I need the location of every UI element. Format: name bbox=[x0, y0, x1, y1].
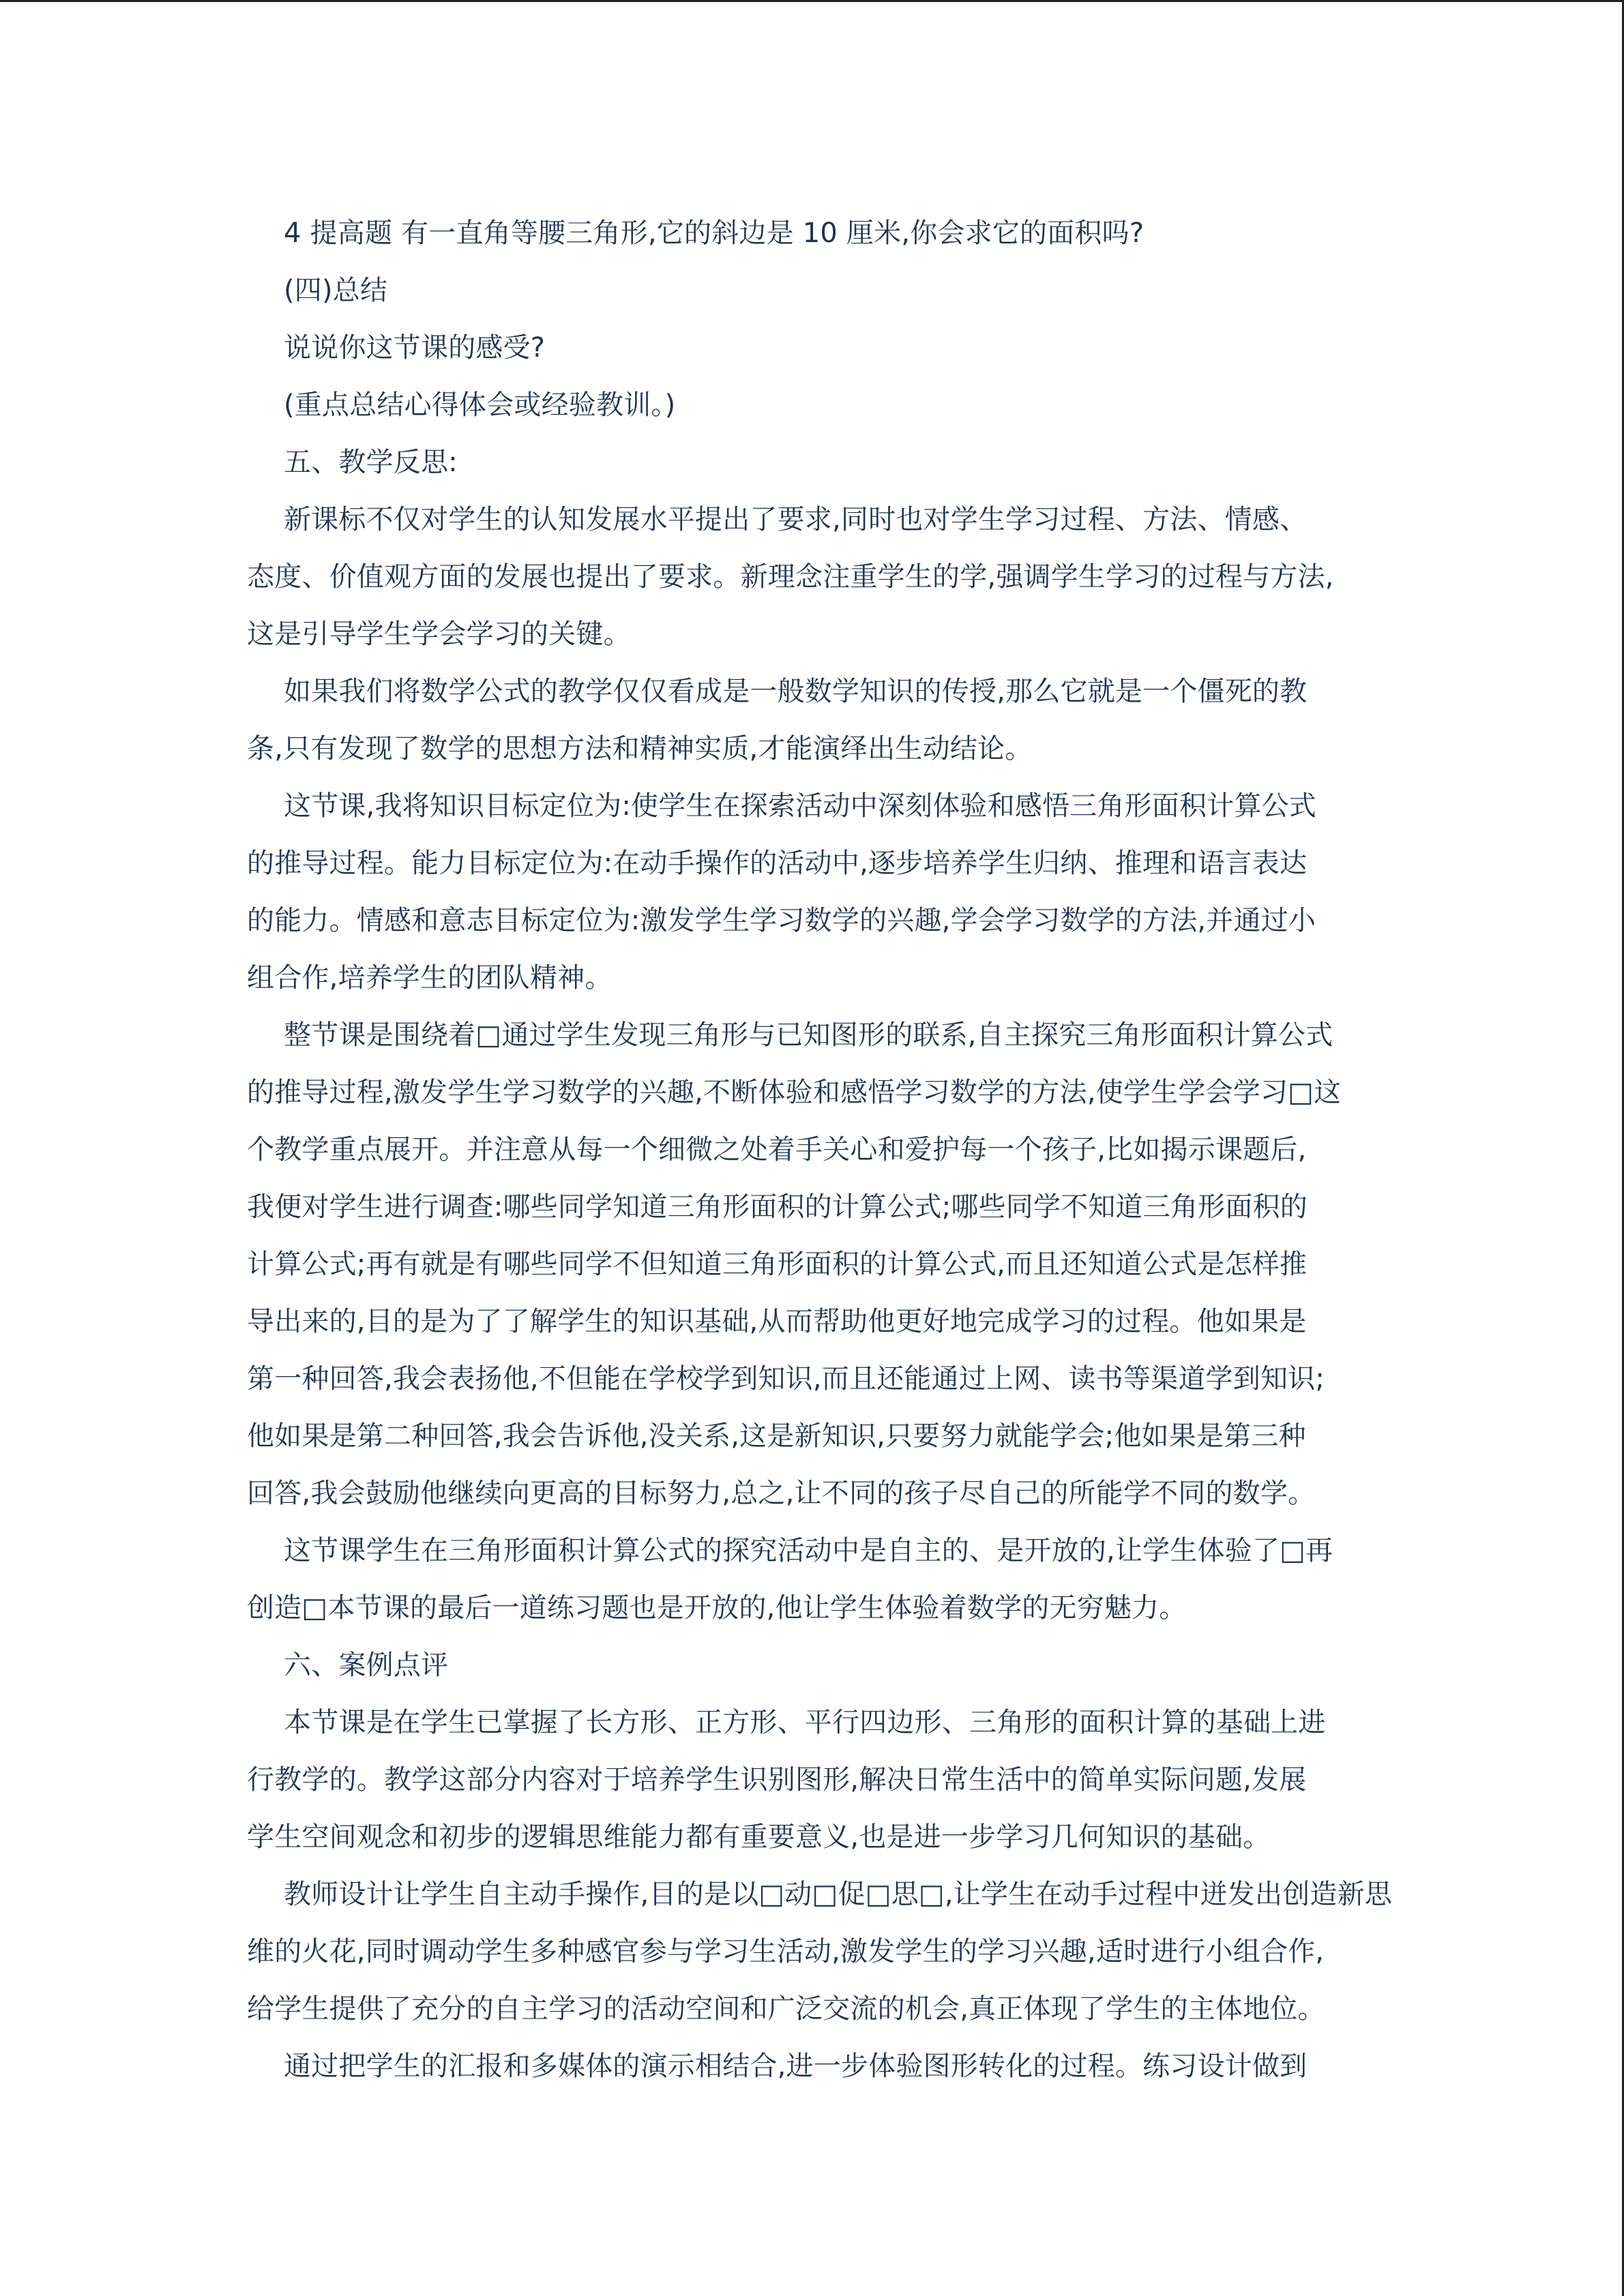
text-line: 态度、价值观方面的发展也提出了要求。新理念注重学生的学,强调学生学习的过程与方法, bbox=[247, 561, 1334, 593]
text-line: 回答,我会鼓励他继续向更高的目标努力,总之,让不同的孩子尽自己的所能学不同的数学。 bbox=[247, 1478, 1316, 1509]
text-line: 组合作,培养学生的团队精神。 bbox=[247, 962, 612, 994]
text-line: 这节课,我将知识目标定位为:使学生在探索活动中深刻体验和感悟三角形面积计算公式 bbox=[284, 790, 1316, 822]
text-line: 通过把学生的汇报和多媒体的演示相结合,进一步体验图形转化的过程。练习设计做到 bbox=[284, 2051, 1308, 2082]
text-line: 本节课是在学生已掌握了长方形、正方形、平行四边形、三角形的面积计算的基础上进 bbox=[284, 1707, 1326, 1738]
text-line: 4 提高题 有一直角等腰三角形,它的斜边是 10 厘米,你会求它的面积吗? bbox=[284, 218, 1145, 249]
text-line: 我便对学生进行调查:哪些同学知道三角形面积的计算公式;哪些同学不知道三角形面积的 bbox=[247, 1191, 1308, 1223]
text-line: 导出来的,目的是为了了解学生的知识基础,从而帮助他更好地完成学习的过程。他如果是 bbox=[247, 1306, 1307, 1337]
text-line: 他如果是第二种回答,我会告诉他,没关系,这是新知识,只要努力就能学会;他如果是第三种 bbox=[247, 1420, 1306, 1452]
text-line: 五、教学反思: bbox=[284, 447, 458, 478]
text-line: 六、案例点评 bbox=[284, 1650, 449, 1681]
text-line: 条,只有发现了数学的思想方法和精神实质,才能演绎出生动结论。 bbox=[247, 733, 1033, 764]
document-body bbox=[247, 205, 1393, 2095]
text-line: 的推导过程,激发学生学习数学的兴趣,不断体验和感悟学习数学的方法,使学生学会学习□这 bbox=[247, 1077, 1342, 1108]
text-line: 第一种回答,我会表扬他,不但能在学校学到知识,而且还能通过上网、读书等渠道学到知识; bbox=[247, 1363, 1325, 1395]
text-line: 教师设计让学生自主动手操作,目的是以□动□促□思□,让学生在动手过程中迸发出创造新思 bbox=[284, 1879, 1393, 1910]
page-border-top bbox=[0, 0, 1624, 2]
text-line: 学生空间观念和初步的逻辑思维能力都有重要意义,也是进一步学习几何知识的基础。 bbox=[247, 1821, 1271, 1853]
text-line: 个教学重点展开。并注意从每一个细微之处着手关心和爱护每一个孩子,比如揭示课题后, bbox=[247, 1134, 1307, 1165]
text-line: 如果我们将数学公式的教学仅仅看成是一般数学知识的传授,那么它就是一个僵死的教 bbox=[284, 676, 1308, 707]
text-line: 这节课学生在三角形面积计算公式的探究活动中是自主的、是开放的,让学生体验了□再 bbox=[284, 1535, 1333, 1566]
text-line: (四)总结 bbox=[284, 275, 388, 306]
text-line: 这是引导学生学会学习的关键。 bbox=[247, 618, 631, 650]
text-line: 给学生提供了充分的自主学习的活动空间和广泛交流的机会,真正体现了学生的主体地位。 bbox=[247, 1993, 1325, 2025]
text-line: 创造□本节课的最后一道练习题也是开放的,他让学生体验着数学的无穷魅力。 bbox=[247, 1592, 1187, 1624]
text-line: 说说你这节课的感受? bbox=[284, 332, 546, 363]
text-line: 行教学的。教学这部分内容对于培养学生识别图形,解决日常生活中的简单实际问题,发展 bbox=[247, 1764, 1307, 1795]
text-line: 的能力。情感和意志目标定位为:激发学生学习数学的兴趣,学会学习数学的方法,并通过小 bbox=[247, 905, 1316, 936]
text-line: (重点总结心得体会或经验教训。) bbox=[284, 389, 676, 421]
text-line: 的推导过程。能力目标定位为:在动手操作的活动中,逐步培养学生归纳、推理和语言表达 bbox=[247, 848, 1308, 879]
text-line: 维的火花,同时调动学生多种感官参与学习生活动,激发学生的学习兴趣,适时进行小组合作, bbox=[247, 1936, 1325, 1967]
text-line: 新课标不仅对学生的认知发展水平提出了要求,同时也对学生学习过程、方法、情感、 bbox=[284, 504, 1308, 535]
text-line: 计算公式;再有就是有哪些同学不但知道三角形面积的计算公式,而且还知道公式是怎样推 bbox=[247, 1249, 1308, 1280]
text-line: 整节课是围绕着□通过学生发现三角形与已知图形的联系,自主探究三角形面积计算公式 bbox=[284, 1019, 1333, 1051]
